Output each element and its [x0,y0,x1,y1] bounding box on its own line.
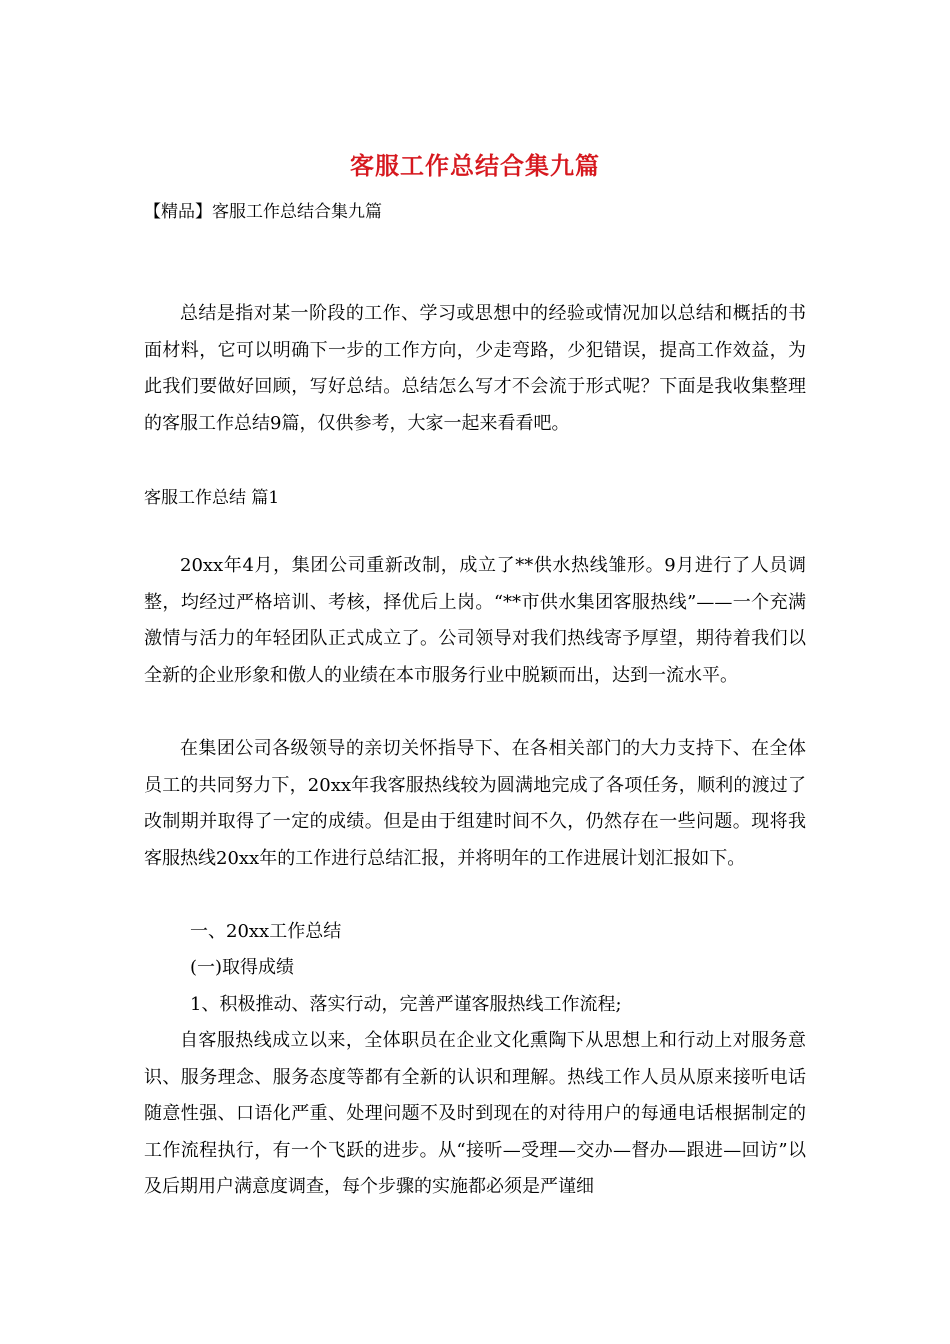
body-paragraph-1: 20xx年4月，集团公司重新改制，成立了**供水热线雏形。9月进行了人员调整，均经过严格培训、考核，择优后上岗。“**市供水集团客服热线”——一个充满激情与活力的年轻团队正式成立了。公司领导对我们热线寄予厚望，期待着我们以全新的企业形象和傲人的业绩在本市服务行业中脱颖而出，达到一流水平。 [144,555,806,686]
document-subtitle: 【精品】客服工作总结合集九篇 [144,202,382,222]
body-paragraph-2: 在集团公司各级领导的亲切关怀指导下、在各相关部门的大力支持下、在全体员工的共同努力下，20xx年我客服热线较为圆满地完成了各项任务，顺利的渡过了改制期并取得了一定的成绩。但是由于组建时间不久，仍然存在一些问题。现将我客服热线20xx年的工作进行总结汇报，并将明年的工作进展计划汇报如下。 [144,738,806,869]
outline-heading-2: (一)取得成绩 [190,957,295,978]
section-heading: 客服工作总结 篇1 [144,488,280,508]
outline-item-1: 1、积极推动、落实行动，完善严谨客服热线工作流程; [190,994,622,1015]
document-title: 客服工作总结合集九篇 [350,151,600,180]
intro-paragraph: 总结是指对某一阶段的工作、学习或思想中的经验或情况加以总结和概括的书面材料，它可以明确下一步的工作方向，少走弯路，少犯错误，提高工作效益，为此我们要做好回顾，写好总结。总结怎么写才不会流于形式呢？下面是我收集整理的客服工作总结9篇，仅供参考，大家一起来看看吧。 [144,303,806,434]
outline-heading-1: 一、20xx工作总结 [190,921,342,942]
body-paragraph-3: 自客服热线成立以来，全体职员在企业文化熏陶下从思想上和行动上对服务意识、服务理念、服务态度等都有全新的认识和理解。热线工作人员从原来接听电话随意性强、口语化严重、处理问题不及时到现在的对待用户的每通电话根据制定的工作流程执行，有一个飞跃的进步。从“接听—受理—交办—督办—跟进—回访”以及后期用户满意度调查，每个步骤的实施都必须是严谨细 [144,1030,806,1197]
